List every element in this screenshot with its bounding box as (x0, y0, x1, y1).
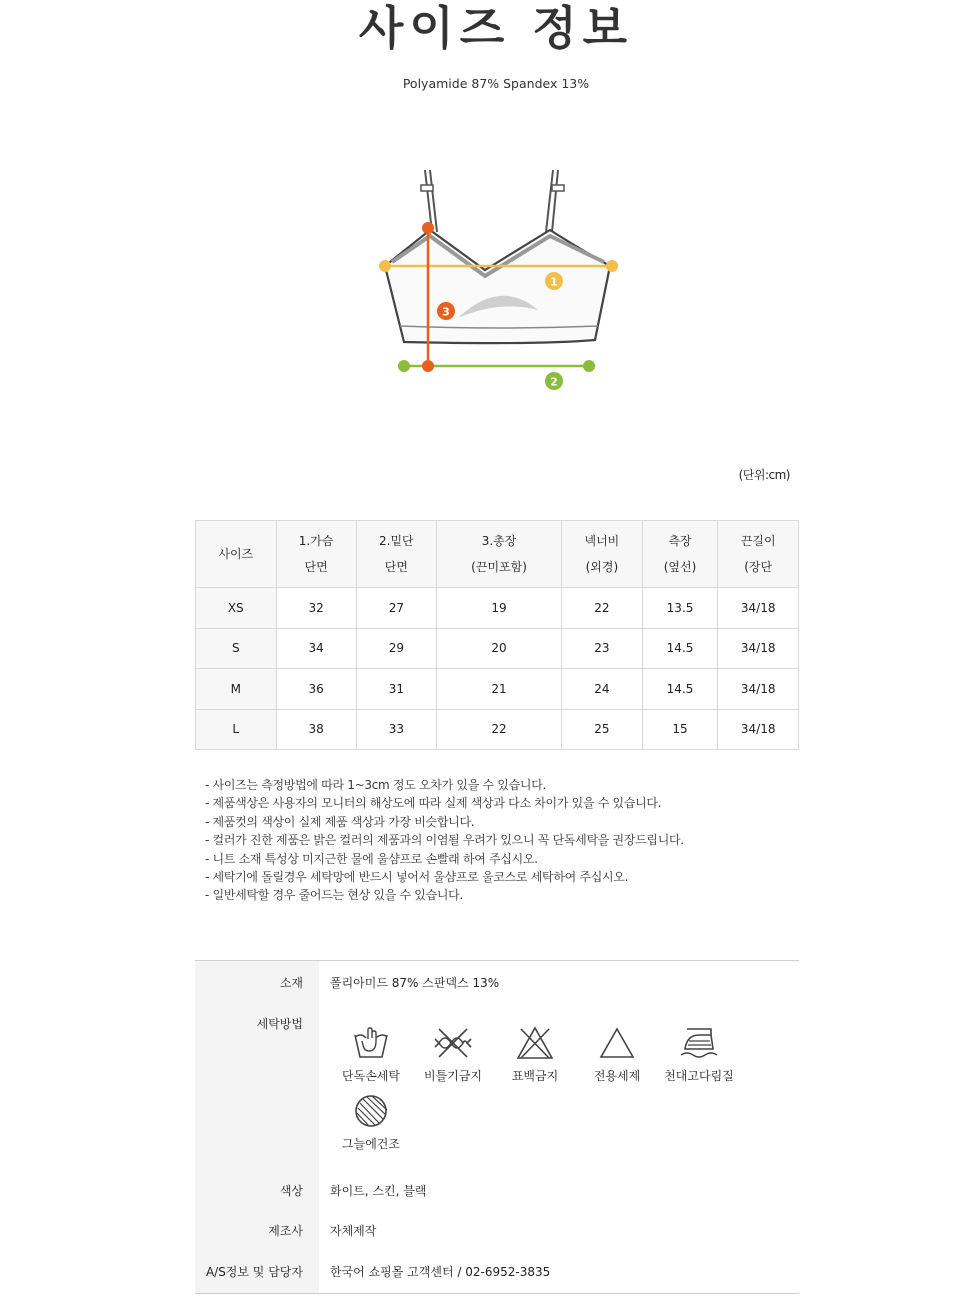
header-neck: 넥너비 (외경) (562, 521, 643, 588)
care-label: 천대고다림질 (664, 1069, 734, 1083)
label-column (195, 961, 319, 1293)
cell-size: L (196, 709, 277, 750)
cell: 33 (356, 709, 436, 750)
cell: 34/18 (718, 709, 799, 750)
cell: 15 (642, 709, 718, 750)
color-value: 화이트, 스킨, 블랙 (330, 1184, 427, 1198)
detergent-icon (597, 1025, 637, 1061)
cell: 29 (356, 628, 436, 669)
table-row (196, 588, 799, 629)
care-label: 단독손세탁 (342, 1069, 400, 1083)
note-line: - 세탁기에 돌릴경우 세탁망에 반드시 넣어서 울샴프로 울코스로 세탁하여 주십시오. (205, 870, 629, 885)
cell: 14.5 (642, 669, 718, 710)
cell: 34/18 (718, 588, 799, 629)
svg-text:3: 3 (442, 305, 450, 319)
table-row (196, 669, 799, 710)
table-row (196, 709, 799, 750)
cell: 38 (276, 709, 356, 750)
care-item (330, 1093, 412, 1152)
cell: 25 (562, 709, 643, 750)
cell-size: XS (196, 588, 277, 629)
cell: 22 (562, 588, 643, 629)
color-label: 색상 (279, 1184, 303, 1198)
care-label: 전용세제 (593, 1069, 641, 1083)
care-item (576, 1025, 658, 1084)
no-bleach-icon (515, 1025, 555, 1061)
header-length: 3.총장 (끈미포함) (436, 521, 561, 588)
as-label: A/S정보 및 담당자 (205, 1265, 303, 1279)
cell: 21 (436, 669, 561, 710)
header-hem: 2.밑단 단면 (356, 521, 436, 588)
note-line: - 컬러가 진한 제품은 밝은 컬러의 제품과의 이염될 우려가 있으니 꼭 단독세탁을 권장드립니다. (205, 833, 684, 848)
wash-label: 세탁방법 (256, 1017, 303, 1031)
care-notes (205, 776, 684, 905)
right-strap (546, 170, 558, 232)
cell: 14.5 (642, 628, 718, 669)
table-row (196, 628, 799, 669)
cell: 27 (356, 588, 436, 629)
product-info-table (195, 960, 799, 1294)
note-line: - 사이즈는 측정방법에 따라 1~3cm 정도 오차가 있을 수 있습니다. (205, 778, 547, 792)
cell: 24 (562, 669, 643, 710)
cell: 22 (436, 709, 561, 750)
note-line: - 제품색상은 사용자의 모니터의 해상도에 따라 실제 색상과 다소 차이가 있을 수 있습니다. (205, 796, 662, 811)
care-item (658, 1025, 740, 1084)
cell: 31 (356, 669, 436, 710)
cell: 34/18 (718, 669, 799, 710)
header-size: 사이즈 (196, 521, 277, 588)
cell: 36 (276, 669, 356, 710)
care-label: 표백금지 (511, 1069, 559, 1083)
page-title: 사이즈 정보 (358, 1, 634, 55)
cell: 34 (276, 628, 356, 669)
material-label: 소재 (279, 976, 303, 990)
iron-icon (677, 1025, 721, 1061)
cell-size: S (196, 628, 277, 669)
unit-label: (단위:cm) (738, 468, 790, 482)
material-value: 폴리아미드 87% 스판덱스 13% (330, 976, 500, 990)
cell: 13.5 (642, 588, 718, 629)
note-line: - 일반세탁할 경우 줄어드는 현상 있을 수 있습니다. (205, 888, 463, 903)
care-item (412, 1025, 494, 1084)
header-chest: 1.가슴 단면 (276, 521, 356, 588)
size-table (195, 520, 799, 750)
cell: 34/18 (718, 628, 799, 669)
maker-value: 자체제작 (330, 1224, 377, 1238)
shade-dry-icon (351, 1093, 391, 1129)
svg-text:2: 2 (550, 375, 558, 389)
hand-wash-icon (351, 1025, 391, 1061)
maker-label: 제조사 (268, 1224, 303, 1238)
header-side: 측장 (옆선) (642, 521, 718, 588)
note-line: - 제품컷의 색상이 실제 제품 색상과 가장 비슷합니다. (205, 814, 475, 829)
cell: 32 (276, 588, 356, 629)
care-label: 비틀기금지 (424, 1069, 482, 1083)
no-wring-icon (431, 1025, 475, 1061)
cell: 19 (436, 588, 561, 629)
right-strap-slider (552, 185, 564, 191)
garment-diagram (360, 150, 640, 410)
care-label: 그늘에건조 (342, 1137, 400, 1151)
cell: 20 (436, 628, 561, 669)
cell: 23 (562, 628, 643, 669)
as-value: 한국어 쇼핑몰 고객센터 / 02-6952-3835 (330, 1265, 551, 1279)
care-item (494, 1025, 576, 1084)
cell-size: M (196, 669, 277, 710)
material-subtitle: Polyamide 87% Spandex 13% (402, 76, 590, 91)
note-line: - 니트 소재 특성상 미지근한 물에 울샴프로 손빨래 하여 주십시오. (205, 851, 538, 866)
svg-text:1: 1 (550, 275, 558, 289)
header-strap: 끈길이 (장단 (718, 521, 799, 588)
care-item (330, 1025, 412, 1084)
left-strap-slider (421, 185, 433, 191)
table-header-row (196, 521, 799, 588)
